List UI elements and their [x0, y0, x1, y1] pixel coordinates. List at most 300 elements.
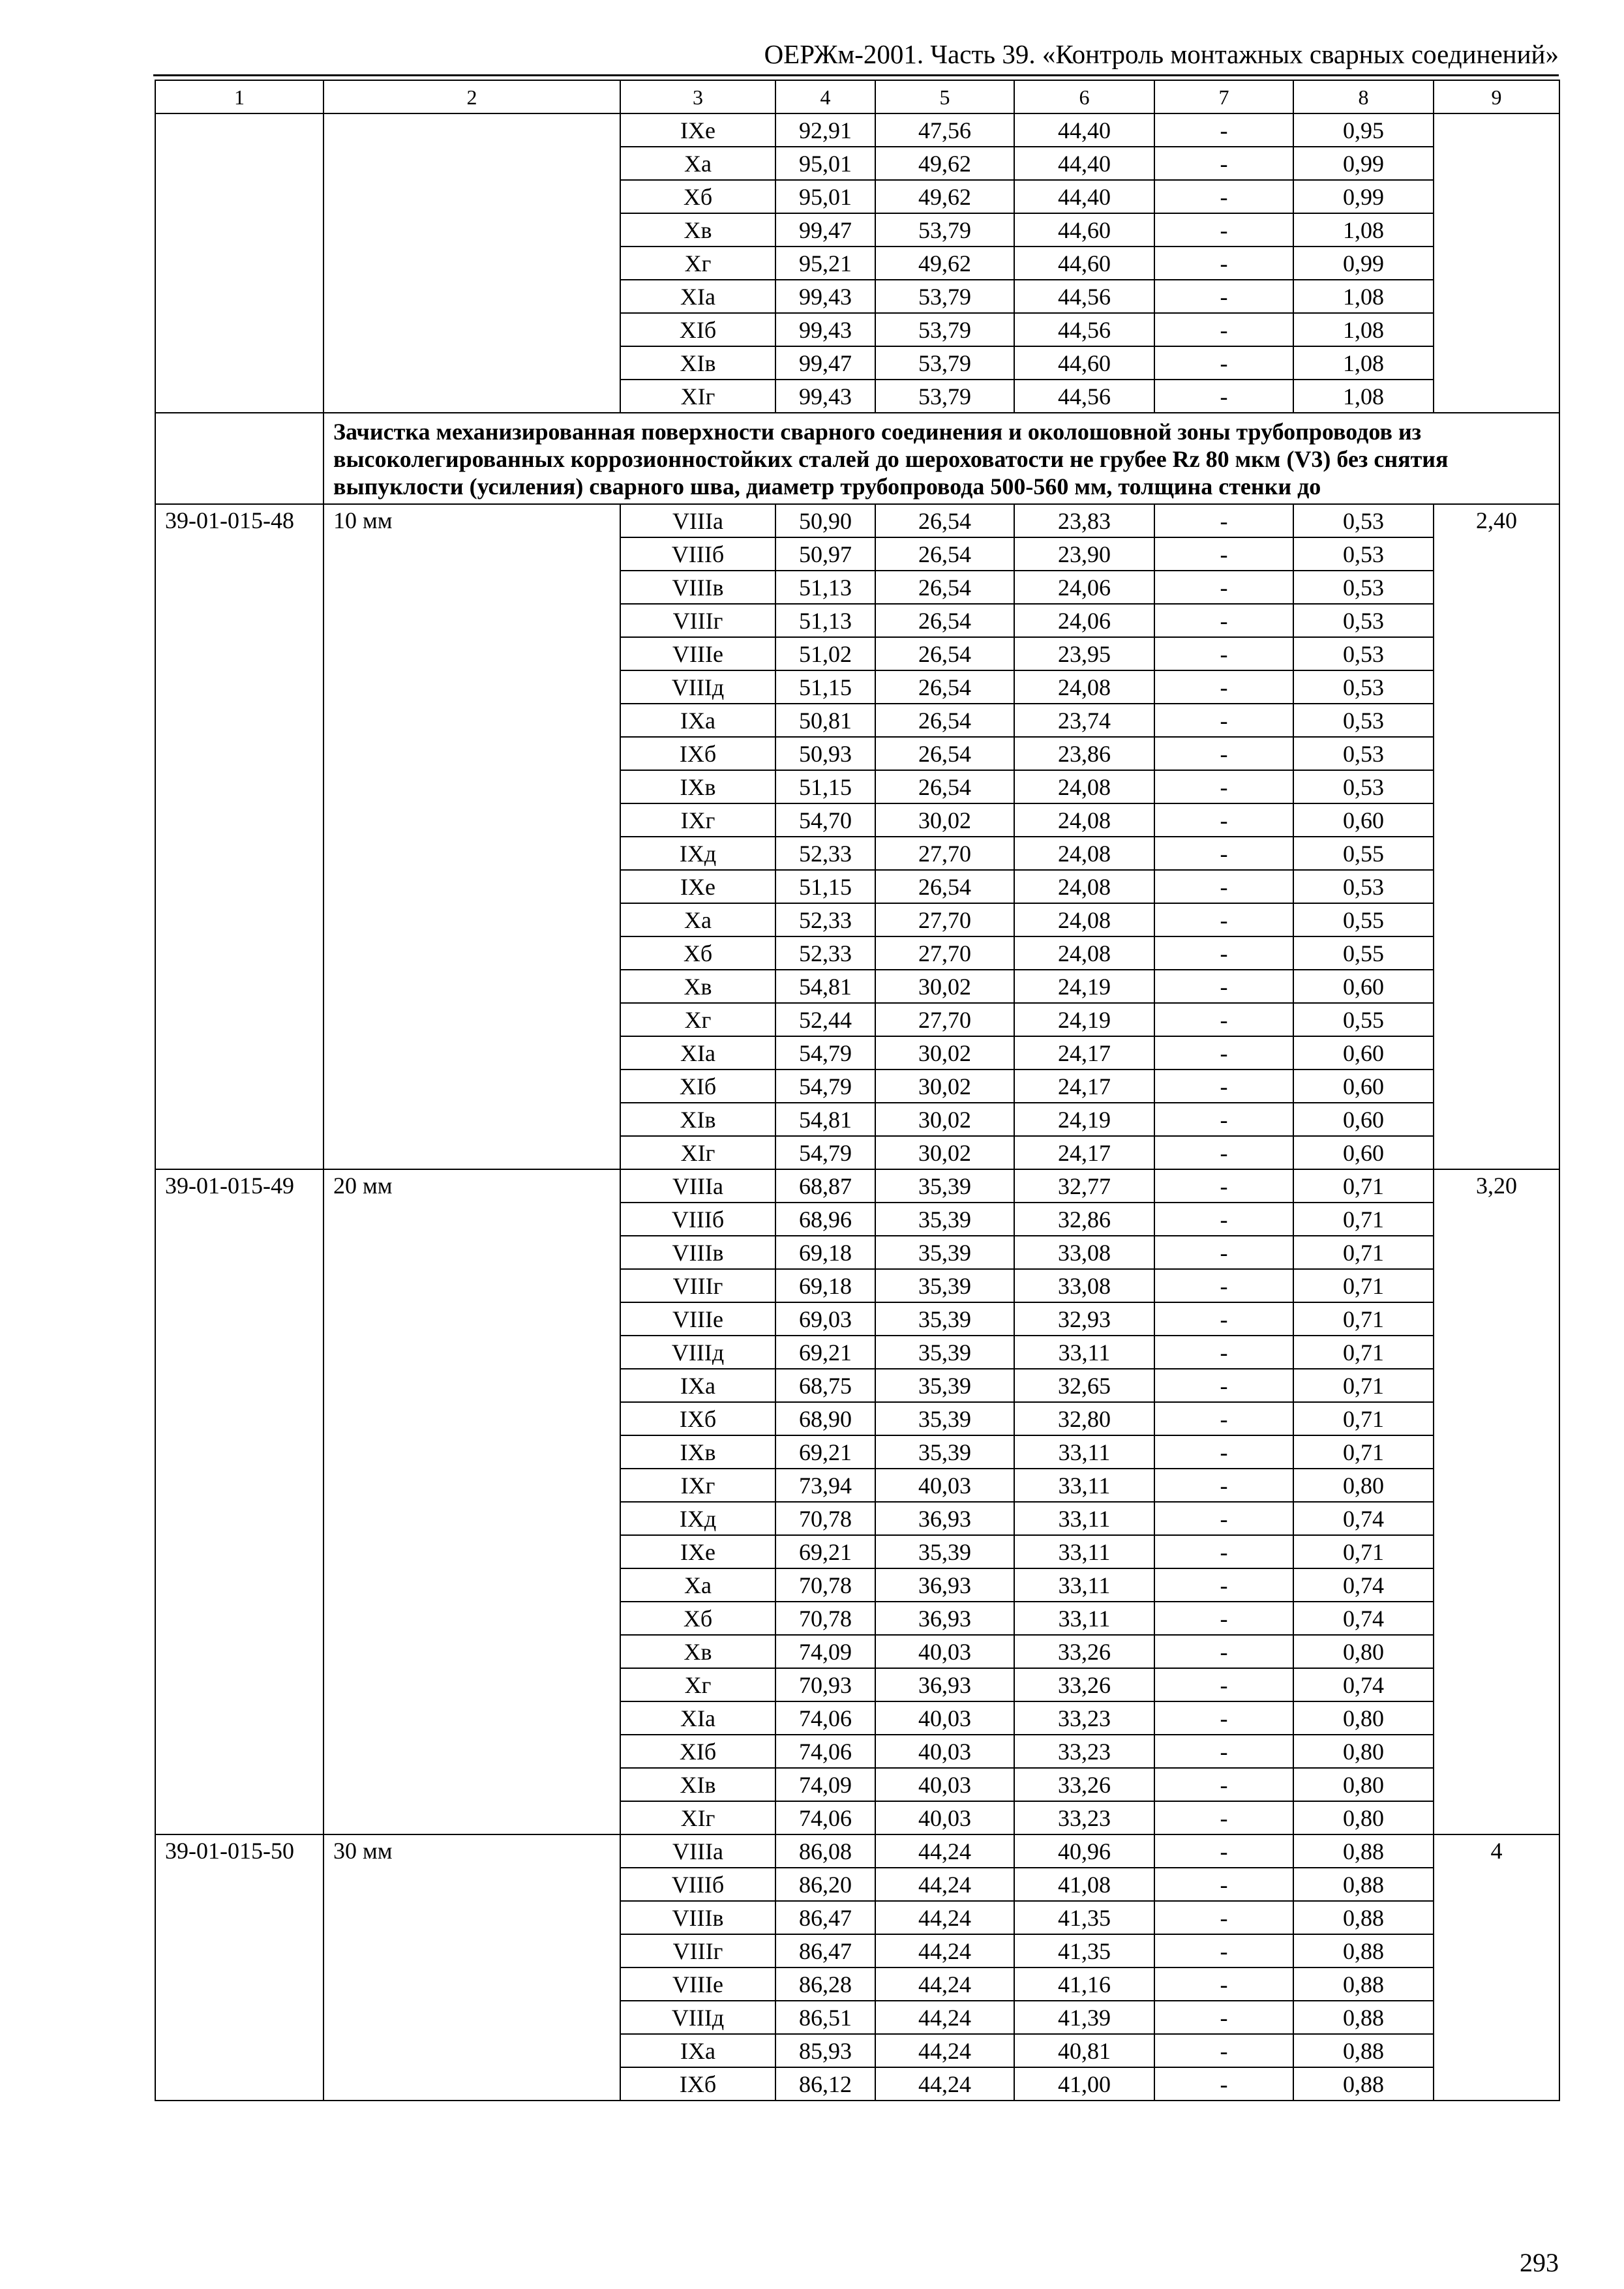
wages-cell: 26,54 — [875, 571, 1014, 604]
total-cost-cell: 99,43 — [775, 313, 875, 346]
wages-cell: 36,93 — [875, 1502, 1014, 1535]
labor-cell: 0,53 — [1293, 571, 1434, 604]
total-cost-cell: 86,47 — [775, 1901, 875, 1934]
measure-unit-cell: VIIIб — [620, 537, 775, 571]
materials-cell: - — [1154, 1701, 1293, 1735]
machines-cell: 24,19 — [1014, 970, 1154, 1003]
measure-unit-cell: Xг — [620, 247, 775, 280]
labor-cell: 0,80 — [1293, 1801, 1434, 1834]
labor-cell: 0,88 — [1293, 1934, 1434, 1967]
wages-cell: 26,54 — [875, 704, 1014, 737]
materials-cell: - — [1154, 803, 1293, 837]
measure-unit-cell: VIIIв — [620, 1236, 775, 1269]
machines-cell: 33,11 — [1014, 1535, 1154, 1568]
machines-cell: 44,56 — [1014, 313, 1154, 346]
measure-unit-cell: VIIIб — [620, 1203, 775, 1236]
materials-cell: - — [1154, 1036, 1293, 1070]
machines-cell: 40,81 — [1014, 2034, 1154, 2067]
wages-cell: 53,79 — [875, 313, 1014, 346]
total-cost-cell: 74,06 — [775, 1701, 875, 1735]
labor-cell: 0,71 — [1293, 1203, 1434, 1236]
price-table — [155, 80, 1560, 2101]
total-cost-cell: 86,12 — [775, 2067, 875, 2101]
measure-unit-cell: VIIIв — [620, 571, 775, 604]
total-cost-cell: 50,97 — [775, 537, 875, 571]
machines-cell: 23,83 — [1014, 504, 1154, 537]
materials-cell: - — [1154, 1469, 1293, 1502]
labor-cell: 1,08 — [1293, 213, 1434, 247]
materials-cell: - — [1154, 1236, 1293, 1269]
column-number: 4 — [775, 80, 875, 113]
labor-cell: 0,55 — [1293, 903, 1434, 936]
code-cell: 39-01-015-50 — [155, 1834, 323, 2101]
measure-unit-cell: VIIIа — [620, 1169, 775, 1203]
wages-cell: 44,24 — [875, 1967, 1014, 2001]
materials-cell: - — [1154, 2001, 1293, 2034]
machines-cell: 23,95 — [1014, 637, 1154, 670]
machines-cell: 33,26 — [1014, 1635, 1154, 1668]
labor-cell: 0,53 — [1293, 504, 1434, 537]
column-number: 8 — [1293, 80, 1434, 113]
measure-unit-cell: VIIIг — [620, 1269, 775, 1302]
labor-cell: 0,60 — [1293, 1103, 1434, 1136]
measure-unit-cell: VIIIе — [620, 1302, 775, 1336]
measure-unit-cell: VIIIб — [620, 1868, 775, 1901]
section-left-cell — [155, 413, 323, 504]
norm-cell: 3,20 — [1434, 1169, 1559, 1834]
total-cost-cell: 95,01 — [775, 147, 875, 180]
machines-cell: 32,80 — [1014, 1402, 1154, 1435]
wages-cell: 35,39 — [875, 1402, 1014, 1435]
norm-cell-empty — [1434, 113, 1559, 413]
materials-cell: - — [1154, 670, 1293, 704]
wages-cell: 53,79 — [875, 213, 1014, 247]
labor-cell: 1,08 — [1293, 380, 1434, 413]
labor-cell: 0,88 — [1293, 2067, 1434, 2101]
code-cell: 39-01-015-49 — [155, 1169, 323, 1834]
machines-cell: 33,11 — [1014, 1602, 1154, 1635]
machines-cell: 44,60 — [1014, 346, 1154, 380]
code-cell-empty — [155, 113, 323, 413]
total-cost-cell: 54,79 — [775, 1036, 875, 1070]
materials-cell: - — [1154, 970, 1293, 1003]
measure-unit-cell: IXг — [620, 1469, 775, 1502]
measure-unit-cell: VIIIд — [620, 2001, 775, 2034]
measure-unit-cell: IXб — [620, 737, 775, 770]
measure-unit-cell: IXг — [620, 803, 775, 837]
materials-cell: - — [1154, 1934, 1293, 1967]
description-cell: 30 мм — [323, 1834, 620, 2101]
measure-unit-cell: IXд — [620, 837, 775, 870]
measure-unit-cell: VIIIг — [620, 604, 775, 637]
labor-cell: 0,60 — [1293, 803, 1434, 837]
column-number: 2 — [323, 80, 620, 113]
total-cost-cell: 50,93 — [775, 737, 875, 770]
materials-cell: - — [1154, 837, 1293, 870]
machines-cell: 33,08 — [1014, 1236, 1154, 1269]
materials-cell: - — [1154, 346, 1293, 380]
measure-unit-cell: IXа — [620, 704, 775, 737]
materials-cell: - — [1154, 1635, 1293, 1668]
wages-cell: 53,79 — [875, 346, 1014, 380]
materials-cell: - — [1154, 504, 1293, 537]
measure-unit-cell: Xа — [620, 147, 775, 180]
total-cost-cell: 70,78 — [775, 1502, 875, 1535]
materials-cell: - — [1154, 770, 1293, 803]
labor-cell: 0,88 — [1293, 1834, 1434, 1868]
machines-cell: 33,23 — [1014, 1801, 1154, 1834]
wages-cell: 26,54 — [875, 770, 1014, 803]
labor-cell: 0,80 — [1293, 1735, 1434, 1768]
wages-cell: 26,54 — [875, 670, 1014, 704]
wages-cell: 30,02 — [875, 970, 1014, 1003]
header-rule — [153, 74, 1559, 76]
measure-unit-cell: IXе — [620, 870, 775, 903]
measure-unit-cell: IXв — [620, 1435, 775, 1469]
labor-cell: 1,08 — [1293, 346, 1434, 380]
total-cost-cell: 99,43 — [775, 280, 875, 313]
total-cost-cell: 50,81 — [775, 704, 875, 737]
machines-cell: 32,93 — [1014, 1302, 1154, 1336]
measure-unit-cell: VIIIд — [620, 670, 775, 704]
labor-cell: 0,95 — [1293, 113, 1434, 147]
total-cost-cell: 95,01 — [775, 180, 875, 213]
wages-cell: 44,24 — [875, 1934, 1014, 1967]
measure-unit-cell: XIв — [620, 1768, 775, 1801]
labor-cell: 0,88 — [1293, 2001, 1434, 2034]
wages-cell: 44,24 — [875, 1868, 1014, 1901]
total-cost-cell: 69,18 — [775, 1236, 875, 1269]
measure-unit-cell: Xб — [620, 936, 775, 970]
wages-cell: 53,79 — [875, 380, 1014, 413]
machines-cell: 44,40 — [1014, 180, 1154, 213]
machines-cell: 40,96 — [1014, 1834, 1154, 1868]
machines-cell: 24,08 — [1014, 936, 1154, 970]
measure-unit-cell: XIг — [620, 1801, 775, 1834]
machines-cell: 23,90 — [1014, 537, 1154, 571]
labor-cell: 0,55 — [1293, 837, 1434, 870]
labor-cell: 0,53 — [1293, 704, 1434, 737]
machines-cell: 33,08 — [1014, 1269, 1154, 1302]
labor-cell: 0,88 — [1293, 2034, 1434, 2067]
total-cost-cell: 70,78 — [775, 1568, 875, 1602]
labor-cell: 0,80 — [1293, 1635, 1434, 1668]
table-row — [155, 113, 1559, 147]
total-cost-cell: 99,47 — [775, 213, 875, 247]
labor-cell: 0,74 — [1293, 1602, 1434, 1635]
materials-cell: - — [1154, 113, 1293, 147]
machines-cell: 24,17 — [1014, 1136, 1154, 1169]
wages-cell: 40,03 — [875, 1735, 1014, 1768]
total-cost-cell: 52,33 — [775, 903, 875, 936]
wages-cell: 27,70 — [875, 903, 1014, 936]
machines-cell: 33,11 — [1014, 1568, 1154, 1602]
measure-unit-cell: VIIIа — [620, 1834, 775, 1868]
total-cost-cell: 69,18 — [775, 1269, 875, 1302]
measure-unit-cell: Xб — [620, 180, 775, 213]
wages-cell: 40,03 — [875, 1701, 1014, 1735]
machines-cell: 33,11 — [1014, 1469, 1154, 1502]
machines-cell: 44,56 — [1014, 380, 1154, 413]
labor-cell: 0,71 — [1293, 1269, 1434, 1302]
machines-cell: 33,11 — [1014, 1502, 1154, 1535]
materials-cell: - — [1154, 1369, 1293, 1402]
wages-cell: 27,70 — [875, 837, 1014, 870]
machines-cell: 44,40 — [1014, 147, 1154, 180]
total-cost-cell: 86,20 — [775, 1868, 875, 1901]
machines-cell: 24,08 — [1014, 670, 1154, 704]
materials-cell: - — [1154, 1568, 1293, 1602]
wages-cell: 40,03 — [875, 1469, 1014, 1502]
total-cost-cell: 74,06 — [775, 1801, 875, 1834]
machines-cell: 24,06 — [1014, 604, 1154, 637]
labor-cell: 0,99 — [1293, 247, 1434, 280]
labor-cell: 0,53 — [1293, 870, 1434, 903]
section-title: Зачистка механизированная поверхности сварного соединения и околошовной зоны трубопроводов из высоколегированных коррозионностойких сталей до шероховатости не грубее Rz 80 мкм (V3) без снятия выпуклости (усиления) сварного шва, диаметр трубопровода 500-560 мм, толщина стенки до — [323, 413, 1559, 504]
labor-cell: 0,53 — [1293, 537, 1434, 571]
total-cost-cell: 69,21 — [775, 1336, 875, 1369]
total-cost-cell: 68,75 — [775, 1369, 875, 1402]
measure-unit-cell: IXа — [620, 2034, 775, 2067]
column-number: 7 — [1154, 80, 1293, 113]
machines-cell: 41,39 — [1014, 2001, 1154, 2034]
labor-cell: 0,53 — [1293, 737, 1434, 770]
wages-cell: 35,39 — [875, 1336, 1014, 1369]
column-number: 5 — [875, 80, 1014, 113]
measure-unit-cell: Xв — [620, 213, 775, 247]
measure-unit-cell: Xа — [620, 1568, 775, 1602]
materials-cell: - — [1154, 1768, 1293, 1801]
total-cost-cell: 86,51 — [775, 2001, 875, 2034]
labor-cell: 0,53 — [1293, 770, 1434, 803]
machines-cell: 33,26 — [1014, 1768, 1154, 1801]
wages-cell: 35,39 — [875, 1302, 1014, 1336]
wages-cell: 30,02 — [875, 1136, 1014, 1169]
description-cell: 10 мм — [323, 504, 620, 1169]
machines-cell: 33,26 — [1014, 1668, 1154, 1701]
machines-cell: 24,19 — [1014, 1003, 1154, 1036]
wages-cell: 35,39 — [875, 1435, 1014, 1469]
total-cost-cell: 70,93 — [775, 1668, 875, 1701]
materials-cell: - — [1154, 213, 1293, 247]
materials-cell: - — [1154, 537, 1293, 571]
materials-cell: - — [1154, 571, 1293, 604]
machines-cell: 24,19 — [1014, 1103, 1154, 1136]
wages-cell: 49,62 — [875, 247, 1014, 280]
total-cost-cell: 69,21 — [775, 1535, 875, 1568]
materials-cell: - — [1154, 1502, 1293, 1535]
wages-cell: 40,03 — [875, 1635, 1014, 1668]
machines-cell: 33,11 — [1014, 1336, 1154, 1369]
wages-cell: 35,39 — [875, 1369, 1014, 1402]
materials-cell: - — [1154, 1269, 1293, 1302]
labor-cell: 0,60 — [1293, 1070, 1434, 1103]
measure-unit-cell: XIб — [620, 1735, 775, 1768]
measure-unit-cell: XIг — [620, 1136, 775, 1169]
machines-cell: 23,86 — [1014, 737, 1154, 770]
column-number: 6 — [1014, 80, 1154, 113]
total-cost-cell: 54,81 — [775, 1103, 875, 1136]
machines-cell: 33,11 — [1014, 1435, 1154, 1469]
measure-unit-cell: Xв — [620, 1635, 775, 1668]
wages-cell: 53,79 — [875, 280, 1014, 313]
machines-cell: 41,35 — [1014, 1934, 1154, 1967]
materials-cell: - — [1154, 1169, 1293, 1203]
machines-cell: 41,35 — [1014, 1901, 1154, 1934]
materials-cell: - — [1154, 1602, 1293, 1635]
wages-cell: 26,54 — [875, 637, 1014, 670]
wages-cell: 26,54 — [875, 537, 1014, 571]
labor-cell: 0,53 — [1293, 604, 1434, 637]
measure-unit-cell: Xв — [620, 970, 775, 1003]
machines-cell: 41,16 — [1014, 1967, 1154, 2001]
measure-unit-cell: IXе — [620, 113, 775, 147]
machines-cell: 44,40 — [1014, 113, 1154, 147]
code-cell: 39-01-015-48 — [155, 504, 323, 1169]
total-cost-cell: 70,78 — [775, 1602, 875, 1635]
machines-cell: 32,86 — [1014, 1203, 1154, 1236]
machines-cell: 24,08 — [1014, 870, 1154, 903]
wages-cell: 36,93 — [875, 1568, 1014, 1602]
wages-cell: 35,39 — [875, 1203, 1014, 1236]
total-cost-cell: 74,09 — [775, 1768, 875, 1801]
measure-unit-cell: XIв — [620, 346, 775, 380]
labor-cell: 0,53 — [1293, 637, 1434, 670]
description-cell: 20 мм — [323, 1169, 620, 1834]
total-cost-cell: 86,28 — [775, 1967, 875, 2001]
measure-unit-cell: XIб — [620, 313, 775, 346]
total-cost-cell: 85,93 — [775, 2034, 875, 2067]
wages-cell: 36,93 — [875, 1668, 1014, 1701]
measure-unit-cell: IXб — [620, 1402, 775, 1435]
measure-unit-cell: IXв — [620, 770, 775, 803]
wages-cell: 47,56 — [875, 113, 1014, 147]
materials-cell: - — [1154, 1435, 1293, 1469]
materials-cell: - — [1154, 1668, 1293, 1701]
labor-cell: 1,08 — [1293, 313, 1434, 346]
materials-cell: - — [1154, 1003, 1293, 1036]
measure-unit-cell: IXб — [620, 2067, 775, 2101]
machines-cell: 24,17 — [1014, 1070, 1154, 1103]
wages-cell: 44,24 — [875, 2001, 1014, 2034]
total-cost-cell: 54,81 — [775, 970, 875, 1003]
table-row — [155, 1834, 1559, 1868]
total-cost-cell: 54,79 — [775, 1070, 875, 1103]
wages-cell: 40,03 — [875, 1768, 1014, 1801]
wages-cell: 35,39 — [875, 1169, 1014, 1203]
materials-cell: - — [1154, 1302, 1293, 1336]
wages-cell: 44,24 — [875, 2067, 1014, 2101]
labor-cell: 0,80 — [1293, 1469, 1434, 1502]
description-cell-empty — [323, 113, 620, 413]
labor-cell: 0,80 — [1293, 1701, 1434, 1735]
total-cost-cell: 52,33 — [775, 837, 875, 870]
wages-cell: 44,24 — [875, 2034, 1014, 2067]
materials-cell: - — [1154, 2067, 1293, 2101]
machines-cell: 33,23 — [1014, 1701, 1154, 1735]
labor-cell: 0,74 — [1293, 1568, 1434, 1602]
norm-cell: 4 — [1434, 1834, 1559, 2101]
total-cost-cell: 51,15 — [775, 670, 875, 704]
machines-cell: 23,74 — [1014, 704, 1154, 737]
wages-cell: 40,03 — [875, 1801, 1014, 1834]
machines-cell: 24,08 — [1014, 770, 1154, 803]
wages-cell: 27,70 — [875, 1003, 1014, 1036]
total-cost-cell: 52,44 — [775, 1003, 875, 1036]
total-cost-cell: 50,90 — [775, 504, 875, 537]
labor-cell: 0,99 — [1293, 180, 1434, 213]
materials-cell: - — [1154, 1801, 1293, 1834]
total-cost-cell: 86,08 — [775, 1834, 875, 1868]
machines-cell: 24,08 — [1014, 803, 1154, 837]
total-cost-cell: 73,94 — [775, 1469, 875, 1502]
total-cost-cell: 95,21 — [775, 247, 875, 280]
total-cost-cell: 99,43 — [775, 380, 875, 413]
wages-cell: 30,02 — [875, 1036, 1014, 1070]
wages-cell: 30,02 — [875, 1103, 1014, 1136]
materials-cell: - — [1154, 704, 1293, 737]
wages-cell: 30,02 — [875, 803, 1014, 837]
total-cost-cell: 74,09 — [775, 1635, 875, 1668]
materials-cell: - — [1154, 1868, 1293, 1901]
machines-cell: 44,56 — [1014, 280, 1154, 313]
column-number: 9 — [1434, 80, 1559, 113]
machines-cell: 41,00 — [1014, 2067, 1154, 2101]
table-row — [155, 504, 1559, 537]
wages-cell: 30,02 — [875, 1070, 1014, 1103]
column-number: 3 — [620, 80, 775, 113]
wages-cell: 26,54 — [875, 504, 1014, 537]
total-cost-cell: 99,47 — [775, 346, 875, 380]
measure-unit-cell: VIIIв — [620, 1901, 775, 1934]
wages-cell: 49,62 — [875, 147, 1014, 180]
page-number: 293 — [1520, 2248, 1559, 2277]
total-cost-cell: 92,91 — [775, 113, 875, 147]
norm-cell: 2,40 — [1434, 504, 1559, 1169]
measure-unit-cell: IXе — [620, 1535, 775, 1568]
labor-cell: 0,71 — [1293, 1302, 1434, 1336]
materials-cell: - — [1154, 147, 1293, 180]
total-cost-cell: 51,02 — [775, 637, 875, 670]
machines-cell: 24,08 — [1014, 903, 1154, 936]
wages-cell: 27,70 — [875, 936, 1014, 970]
total-cost-cell: 51,15 — [775, 770, 875, 803]
materials-cell: - — [1154, 870, 1293, 903]
wages-cell: 26,54 — [875, 604, 1014, 637]
table-row — [155, 1169, 1559, 1203]
wages-cell: 35,39 — [875, 1535, 1014, 1568]
machines-cell: 33,23 — [1014, 1735, 1154, 1768]
materials-cell: - — [1154, 604, 1293, 637]
measure-unit-cell: XIа — [620, 1036, 775, 1070]
total-cost-cell: 69,21 — [775, 1435, 875, 1469]
measure-unit-cell: VIIIе — [620, 637, 775, 670]
machines-cell: 24,17 — [1014, 1036, 1154, 1070]
materials-cell: - — [1154, 1402, 1293, 1435]
measure-unit-cell: Xб — [620, 1602, 775, 1635]
labor-cell: 0,71 — [1293, 1435, 1434, 1469]
materials-cell: - — [1154, 1967, 1293, 2001]
materials-cell: - — [1154, 1834, 1293, 1868]
materials-cell: - — [1154, 903, 1293, 936]
measure-unit-cell: VIIIг — [620, 1934, 775, 1967]
total-cost-cell: 68,87 — [775, 1169, 875, 1203]
labor-cell: 0,71 — [1293, 1535, 1434, 1568]
machines-cell: 41,08 — [1014, 1868, 1154, 1901]
materials-cell: - — [1154, 313, 1293, 346]
total-cost-cell: 51,13 — [775, 571, 875, 604]
materials-cell: - — [1154, 247, 1293, 280]
